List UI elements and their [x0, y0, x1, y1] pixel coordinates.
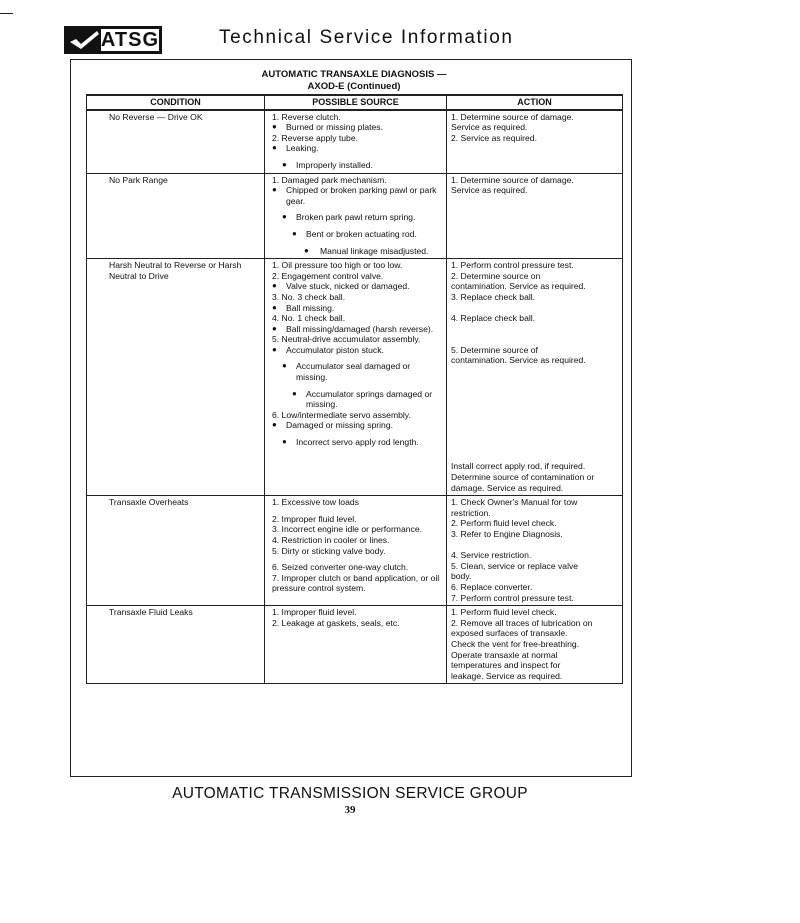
action-line: body. [451, 571, 472, 582]
column-header-possible-source: POSSIBLE SOURCE [265, 95, 447, 110]
action-line: 1. Perform fluid level check. [451, 607, 557, 618]
source-text: Incorrect servo apply rod length. [296, 437, 419, 448]
action-line [451, 540, 619, 551]
source-text: 6. Seized converter one-way clutch. [272, 562, 409, 573]
action-line: leakage. Service as required. [451, 670, 563, 681]
source-bullet-item [272, 345, 443, 356]
table-title-line-2: AXOD-E (Continued) [307, 81, 401, 92]
source-text: 1. Excessive tow loads [272, 497, 359, 508]
action-line: 1. Determine source of damage. [451, 174, 574, 185]
action-line: 3. Refer to Engine Diagnosis. [451, 528, 563, 539]
action-line: temperatures and inspect for [451, 660, 561, 671]
action-line [451, 334, 619, 345]
action-line: Service as required. [451, 185, 528, 196]
table-row [87, 173, 623, 259]
bullet-icon: ● [304, 245, 309, 255]
action-line: 5. Clean, service or replace valve [451, 560, 579, 571]
source-text: Improperly installed. [296, 159, 373, 170]
source-item [272, 334, 443, 345]
possible-source-cell [265, 259, 447, 496]
atsg-logo [64, 26, 162, 54]
source-text: Accumulator seal damaged or missing. [296, 361, 413, 383]
action-cell [447, 606, 623, 684]
logo-check-icon [67, 29, 101, 51]
bullet-icon: ● [272, 281, 277, 291]
column-header-condition: CONDITION [87, 95, 265, 110]
action-line [451, 440, 619, 451]
action-line: 1. Determine source of damage. [451, 111, 574, 122]
source-bullet-item [272, 122, 443, 133]
source-text: Bent or broken actuating rod. [306, 228, 417, 239]
source-bullet-item [272, 212, 443, 223]
action-line [451, 377, 619, 388]
action-line: restriction. [451, 507, 491, 518]
source-text: Chipped or broken parking pawl or park gear. [286, 185, 439, 206]
logo-text: ATSG [100, 29, 159, 51]
source-bullet-item [272, 185, 443, 206]
source-bullet-item [272, 246, 443, 257]
table-title [86, 69, 622, 93]
action-line: 2. Service as required. [451, 132, 537, 143]
source-text: 1. Improper fluid level. [272, 607, 357, 618]
source-item [272, 271, 443, 282]
action-cell [447, 110, 623, 173]
action-line: Service as required. [451, 122, 528, 133]
source-text: 2. Improper fluid level. [272, 513, 357, 524]
action-line [451, 408, 619, 419]
action-line: contamination. Service as required. [451, 281, 586, 292]
source-text: Manual linkage misadjusted. [320, 245, 429, 256]
source-bullet-item [272, 281, 443, 292]
action-line: 5. Determine source of [451, 344, 538, 355]
source-bullet-item [272, 229, 443, 240]
source-item [272, 514, 443, 525]
action-line: Operate transaxle at normal [451, 649, 558, 660]
source-text: 2. Leakage at gaskets, seals, etc. [272, 617, 400, 628]
source-item [272, 524, 443, 535]
table-body [87, 110, 623, 684]
action-line: exposed surfaces of transaxle. [451, 628, 568, 639]
action-line [451, 324, 619, 335]
source-text: 2. Engagement control valve. [272, 270, 384, 281]
action-line: 6. Replace converter. [451, 581, 533, 592]
diagnosis-table [86, 94, 623, 684]
page-number: 39 [344, 804, 356, 816]
source-item [272, 546, 443, 557]
action-cell [447, 173, 623, 259]
column-header-action: ACTION [447, 95, 623, 110]
source-item [272, 410, 443, 421]
page-title: Technical Service Information [219, 27, 514, 48]
source-text: 1. Damaged park mechanism. [272, 174, 387, 185]
action-line: Install correct apply rod, if required. [451, 461, 586, 472]
source-item [272, 497, 443, 508]
table-row [87, 606, 623, 684]
possible-source-cell [265, 606, 447, 684]
source-text: 5. Dirty or sticking valve body. [272, 545, 386, 556]
action-line: 1. Perform control pressure test. [451, 260, 574, 271]
condition-cell: No Reverse — Drive OK [87, 110, 265, 173]
action-line: 2. Remove all traces of lubrication on [451, 617, 593, 628]
bullet-icon: ● [282, 212, 287, 222]
action-line [451, 451, 619, 462]
bullet-icon: ● [292, 228, 297, 238]
source-text: 7. Improper clutch or band application, or oil pressure control system. [272, 572, 442, 594]
table-row [87, 110, 623, 173]
possible-source-cell [265, 496, 447, 606]
source-item [272, 573, 443, 594]
condition-cell: Transaxle Fluid Leaks [87, 606, 265, 684]
condition-cell: Harsh Neutral to Reverse or Harsh Neutral to Drive [87, 259, 265, 496]
action-line: 7. Perform control pressure test. [451, 592, 574, 603]
source-text: Accumulator piston stuck. [286, 344, 384, 355]
source-item [272, 292, 443, 303]
table-row [87, 259, 623, 496]
bullet-icon: ● [272, 323, 277, 333]
action-line: 4. Replace check ball. [451, 313, 536, 324]
source-item [272, 313, 443, 324]
bullet-icon: ● [272, 143, 277, 153]
source-item [272, 112, 443, 123]
source-bullet-item [272, 324, 443, 335]
action-line: damage. Service as required. [451, 482, 564, 493]
source-bullet-item [272, 389, 443, 410]
bullet-icon: ● [282, 361, 287, 371]
bullet-icon: ● [272, 302, 277, 312]
action-line [451, 387, 619, 398]
source-item [272, 535, 443, 546]
source-text: 3. No. 3 check ball. [272, 291, 346, 302]
source-text: Burned or missing plates. [286, 122, 383, 133]
table-row [87, 496, 623, 606]
action-line: 2. Perform fluid level check. [451, 518, 557, 529]
source-text: 5. Neutral-drive accumulator assembly. [272, 334, 421, 345]
source-bullet-item [272, 420, 443, 431]
source-item [272, 607, 443, 618]
source-text: 2. Reverse apply tube. [272, 132, 358, 143]
bullet-icon: ● [282, 437, 287, 447]
action-line [451, 430, 619, 441]
source-text: Damaged or missing spring. [286, 420, 393, 431]
corner-mark [0, 13, 13, 14]
condition-cell: No Park Range [87, 173, 265, 259]
source-bullet-item [272, 437, 443, 448]
action-cell [447, 259, 623, 496]
source-text: 1. Oil pressure too high or too low. [272, 260, 403, 271]
bullet-icon: ● [272, 185, 277, 195]
possible-source-cell [265, 173, 447, 259]
bullet-icon: ● [292, 388, 297, 398]
action-line [451, 366, 619, 377]
bullet-icon: ● [282, 159, 287, 169]
possible-source-cell [265, 110, 447, 173]
action-line [451, 398, 619, 409]
condition-cell: Transaxle Overheats [87, 496, 265, 606]
action-cell [447, 496, 623, 606]
source-text: 4. Restriction in cooler or lines. [272, 534, 390, 545]
bullet-icon: ● [272, 344, 277, 354]
action-line [451, 419, 619, 430]
table-header-row [87, 95, 623, 110]
source-bullet-item [272, 160, 443, 171]
action-line [451, 303, 619, 314]
source-text: 6. Low/intermediate servo assembly. [272, 409, 411, 420]
source-text: Accumulator springs damaged or missing. [306, 388, 435, 410]
bullet-icon: ● [272, 122, 277, 132]
source-item [272, 260, 443, 271]
footer-organization: AUTOMATIC TRANSMISSION SERVICE GROUP [172, 785, 528, 802]
source-text: 4. No. 1 check ball. [272, 313, 346, 324]
source-text: Broken park pawl return spring. [296, 212, 416, 223]
action-line: contamination. Service as required. [451, 355, 586, 366]
source-text: Ball missing/damaged (harsh reverse). [286, 323, 434, 334]
bullet-icon: ● [272, 420, 277, 430]
source-text: Leaking. [286, 143, 319, 154]
source-text: Ball missing. [286, 302, 335, 313]
action-line: 2. Determine source on [451, 270, 541, 281]
table-title-line-1: AUTOMATIC TRANSAXLE DIAGNOSIS — [261, 69, 447, 80]
action-line: Check the vent for free-breathing. [451, 638, 580, 649]
source-item [272, 562, 443, 573]
action-line: 1. Check Owner's Manual for tow [451, 497, 578, 508]
action-line: 3. Replace check ball. [451, 291, 536, 302]
source-bullet-item [272, 361, 443, 382]
source-text: 3. Incorrect engine idle or performance. [272, 524, 422, 535]
source-item [272, 175, 443, 186]
source-text: 1. Reverse clutch. [272, 111, 341, 122]
source-item [272, 133, 443, 144]
source-item [272, 618, 443, 629]
action-line: 4. Service restriction. [451, 550, 532, 561]
action-line: Determine source of contamination or [451, 472, 595, 482]
source-text: Valve stuck, nicked or damaged. [286, 281, 410, 292]
source-bullet-item [272, 143, 443, 154]
source-bullet-item [272, 303, 443, 314]
